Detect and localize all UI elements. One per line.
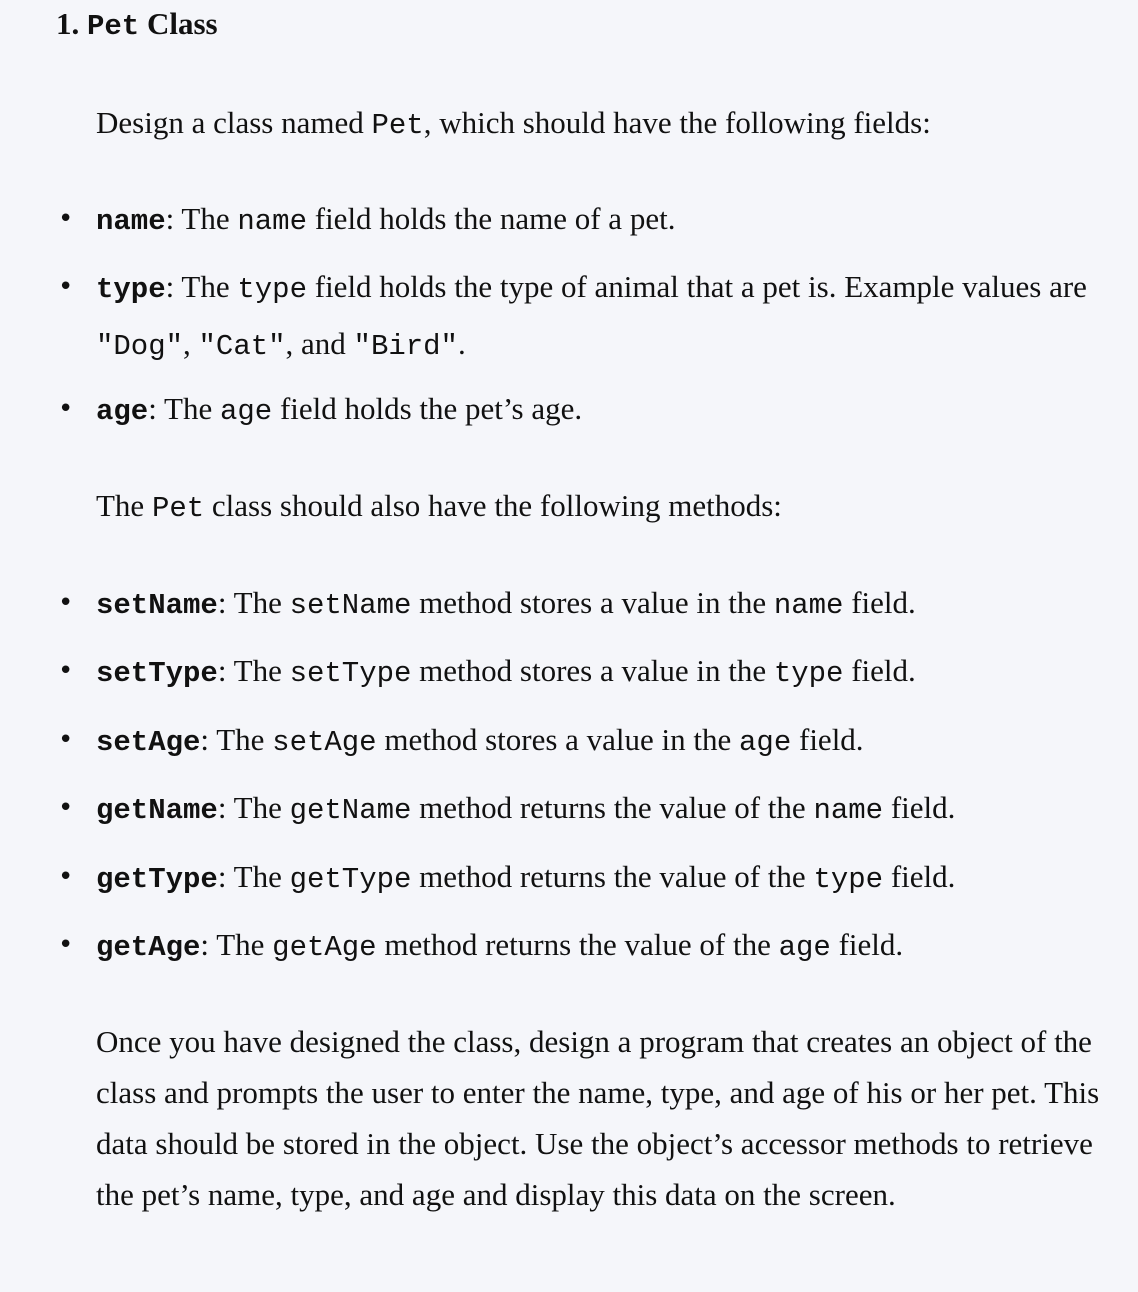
method-term: setName bbox=[96, 589, 218, 622]
field-text: field holds the pet’s age. bbox=[272, 391, 583, 426]
method-end: field. bbox=[883, 790, 956, 825]
method-term: getType bbox=[96, 863, 218, 896]
method-sep: : The bbox=[217, 790, 290, 825]
method-text: method stores a value in the bbox=[376, 722, 740, 757]
method-term: setType bbox=[96, 657, 218, 690]
method-field-code: type bbox=[773, 657, 844, 690]
method-end: field. bbox=[830, 927, 904, 962]
intro-text-before: Design a class named bbox=[96, 105, 372, 140]
section-number: 1. bbox=[56, 6, 80, 41]
bullet-icon: • bbox=[58, 656, 74, 686]
method-term: getAge bbox=[96, 931, 201, 964]
method-field-code: age bbox=[739, 726, 792, 759]
section-heading bbox=[56, 6, 218, 43]
method-code: setAge bbox=[272, 726, 377, 759]
method-text: method returns the value of the bbox=[411, 859, 814, 894]
field-sep: : The bbox=[165, 269, 238, 304]
method-field-code: name bbox=[773, 589, 844, 622]
methods-intro-after: class should also have the following methods: bbox=[204, 488, 782, 523]
method-code: setType bbox=[289, 657, 412, 690]
example-end: . bbox=[457, 326, 466, 361]
bullet-icon: • bbox=[58, 793, 74, 823]
field-code: age bbox=[219, 395, 273, 428]
method-field-code: age bbox=[778, 931, 831, 964]
field-term: type bbox=[96, 273, 166, 306]
field-text: field holds the type of animal that a pet is. Example values are bbox=[307, 269, 1087, 304]
field-term: age bbox=[96, 395, 149, 428]
methods-intro-code: Pet bbox=[151, 492, 205, 525]
field-code: type bbox=[237, 273, 307, 306]
method-code: getType bbox=[289, 863, 412, 896]
heading-word: Class bbox=[146, 6, 218, 41]
method-text: method stores a value in the bbox=[411, 653, 774, 688]
methods-intro bbox=[96, 480, 1102, 534]
intro-code: Pet bbox=[371, 109, 424, 142]
method-item-getage bbox=[58, 918, 1102, 975]
bullet-icon: • bbox=[58, 862, 74, 892]
method-item-setname bbox=[58, 576, 1102, 633]
field-sep: : The bbox=[148, 391, 220, 426]
heading-class-code: Pet bbox=[87, 10, 140, 43]
method-sep: : The bbox=[200, 722, 273, 757]
method-term: setAge bbox=[96, 726, 201, 759]
field-term: name bbox=[96, 205, 166, 238]
field-item-type bbox=[58, 260, 1102, 374]
bullet-icon: • bbox=[58, 394, 74, 424]
method-sep: : The bbox=[200, 927, 273, 962]
example-value-cat: "Cat" bbox=[198, 330, 286, 363]
bullet-icon: • bbox=[58, 930, 74, 960]
field-item-name bbox=[58, 192, 1102, 249]
method-text: method returns the value of the bbox=[376, 927, 779, 962]
method-field-code: type bbox=[813, 863, 884, 896]
example-sep: , and bbox=[285, 326, 354, 361]
method-end: field. bbox=[791, 722, 864, 757]
bullet-icon: • bbox=[58, 272, 74, 302]
field-code: name bbox=[237, 205, 307, 238]
methods-intro-before: The bbox=[96, 488, 152, 523]
example-sep: , bbox=[183, 326, 199, 361]
field-item-age bbox=[58, 382, 1102, 439]
example-value-dog: "Dog" bbox=[96, 330, 184, 363]
field-text: field holds the name of a pet. bbox=[307, 201, 676, 236]
method-item-gettype bbox=[58, 850, 1102, 907]
method-item-settype bbox=[58, 644, 1102, 701]
method-code: getAge bbox=[272, 931, 377, 964]
example-value-bird: "Bird" bbox=[353, 330, 458, 363]
bullet-icon: • bbox=[58, 725, 74, 755]
method-end: field. bbox=[843, 585, 916, 620]
method-term: getName bbox=[96, 794, 218, 827]
fields-intro bbox=[96, 97, 1102, 151]
method-sep: : The bbox=[217, 585, 290, 620]
method-text: method stores a value in the bbox=[411, 585, 774, 620]
method-code: getName bbox=[289, 794, 412, 827]
field-sep: : The bbox=[165, 201, 238, 236]
bullet-icon: • bbox=[58, 588, 74, 618]
method-item-setage bbox=[58, 713, 1102, 770]
intro-text-after: , which should have the following fields: bbox=[423, 105, 931, 140]
method-end: field. bbox=[883, 859, 956, 894]
method-end: field. bbox=[843, 653, 916, 688]
method-sep: : The bbox=[217, 859, 290, 894]
method-field-code: name bbox=[813, 794, 884, 827]
bullet-icon: • bbox=[58, 204, 74, 234]
method-code: setName bbox=[289, 589, 412, 622]
closing-paragraph: Once you have designed the class, design a program that creates an object of the class and prompts the user to enter the name, type, and age of his or her pet. This data should be stored in the object. Use the object’s accessor methods to retrieve the pet’s name, type, and age and display this data on the screen. bbox=[96, 1024, 1100, 1212]
method-sep: : The bbox=[217, 653, 290, 688]
method-text: method returns the value of the bbox=[411, 790, 814, 825]
method-item-getname bbox=[58, 781, 1102, 838]
